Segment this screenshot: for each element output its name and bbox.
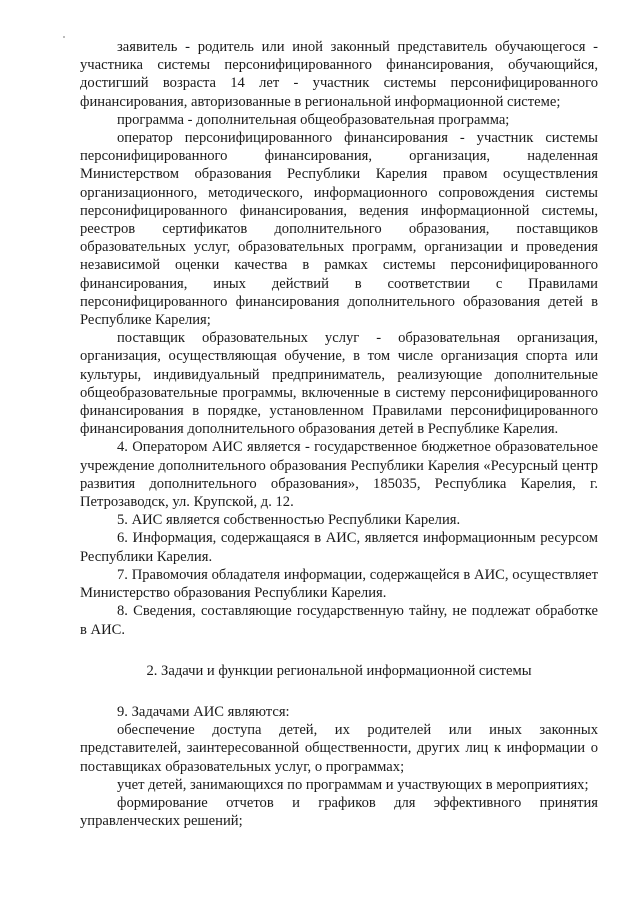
scan-speck	[63, 36, 65, 38]
task-access: обеспечение доступа детей, их родителей или иных законных представителей, заинтересованной общественности, других лиц к информации о поставщиках образовательных услуг, о программах;	[80, 722, 598, 775]
definition-program: программа - дополнительная общеобразовательная программа;	[117, 111, 510, 128]
clause-9: 9. Задачами АИС являются:	[117, 703, 290, 720]
definition-applicant: заявитель - родитель или иной законный представитель обучающегося - участника системы персонифицированного финансирования, обучающийся, достигший возраста 14 лет - участник системы персонифицированного финансирования, авторизованные в региональной информационной системе;	[80, 39, 598, 110]
task-accounting: учет детей, занимающихся по программам и участвующих в мероприятиях;	[117, 776, 589, 793]
clause-7: 7. Правомочия обладателя информации, содержащейся в АИС, осуществляет Министерство образования Республики Карелия.	[80, 566, 598, 602]
section-heading: 2. Задачи и функции региональной информационной системы	[146, 662, 532, 679]
clause-8: 8. Сведения, составляющие государственную тайну, не подлежат обработке в АИС.	[80, 603, 598, 638]
definition-provider: поставщик образовательных услуг - образовательная организация, организация, осуществляющая обучение, в том числе организация спорта или культуры, индивидуальный предприниматель, реализующие дополнительные общеобразовательные программы, включенные в систему персонифицированного финансирования в порядке, установленном Правилами персонифицированного финансирования дополнительного образования детей в Республике Карелия.	[80, 330, 598, 438]
clause-6: 6. Информация, содержащаяся в АИС, является информационным ресурсом Республики Карелия.	[80, 530, 598, 565]
document-page	[80, 38, 598, 830]
definition-operator: оператор персонифицированного финансирования - участник системы персонифицированного финансирования, организация, наделенная Министерством образования Республики Карелия правом осуществления организационного, методического, информационного сопровождения системы персонифицированного финансирования, ведения информационной системы, реестров сертификатов дополнительного образования, поставщиков образовательных услуг, образовательных программ, организации и проведения независимой оценки качества в рамках системы персонифицированного финансирования, иных действий в соответствии с Правилами персонифицированного финансирования дополнительного образования детей в Республике Карелия;	[80, 130, 598, 329]
task-reports: формирование отчетов и графиков для эффективного принятия управленческих решений;	[80, 794, 598, 830]
clause-5: 5. АИС является собственностью Республики Карелия.	[117, 512, 461, 529]
clause-4: 4. Оператором АИС является - государственное бюджетное образовательное учреждение дополнительного образования Республики Карелия «Ресурсный центр развития дополнительного образования», 185035, Республика Карелия, г. Петрозаводск, ул. Крупской, д. 12.	[80, 439, 598, 511]
